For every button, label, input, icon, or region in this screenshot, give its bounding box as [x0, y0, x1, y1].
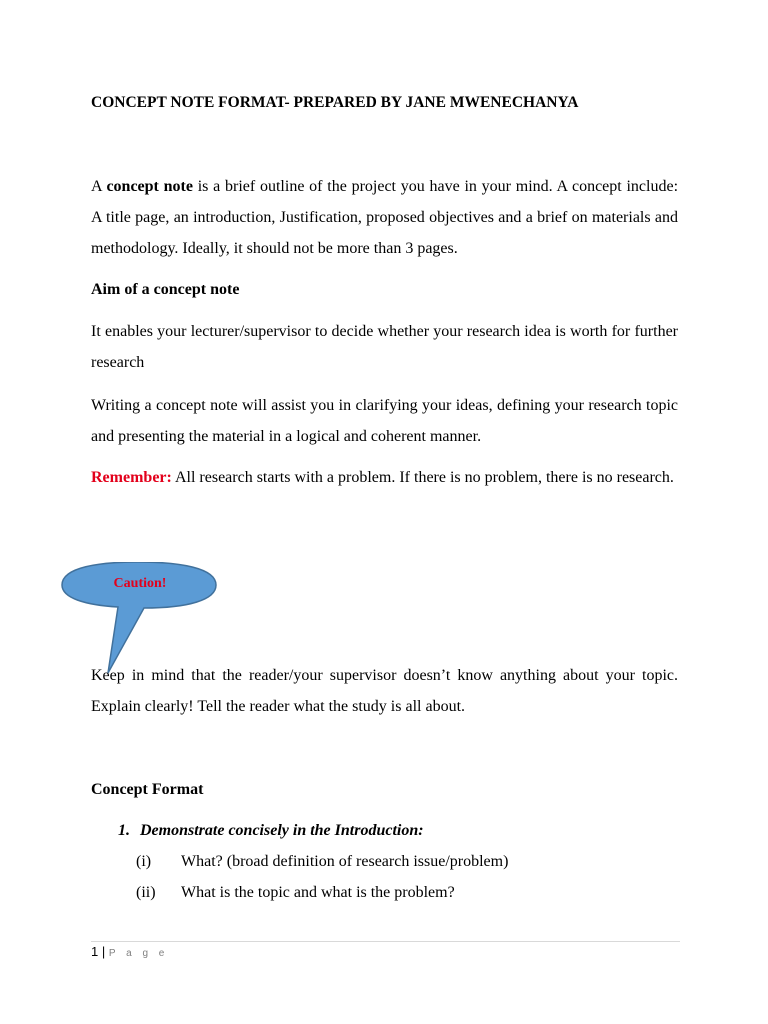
- sub-item-text: What is the topic and what is the problem?: [181, 884, 455, 901]
- sub-item-text: What? (broad definition of research issue/problem): [181, 853, 509, 870]
- intro-bold-term: concept note: [106, 178, 193, 195]
- aim-paragraph: It enables your lecturer/supervisor to decide whether your research idea is worth for further research: [91, 323, 678, 371]
- remember-label: Remember:: [91, 469, 172, 486]
- writing-paragraph: Writing a concept note will assist you in clarifying your ideas, defining your research topic and presenting the material in a logical and coherent manner.: [91, 397, 678, 445]
- caution-label: Caution!: [113, 576, 167, 591]
- numbered-item-text: Demonstrate concisely in the Introduction:: [140, 822, 424, 839]
- intro-paragraph: [91, 171, 678, 264]
- numbered-item-1: [118, 822, 424, 840]
- intro-text: is a brief outline of the project you have in your mind. A concept include: A title page, an introduction, Justification, proposed objectives and a brief on materials and methodology. Ideally, it should not be more than 3 pages.: [91, 178, 679, 257]
- footer-page-label: P a g e: [108, 948, 169, 959]
- numbered-item-number: 1.: [118, 822, 130, 839]
- caution-paragraph: Keep in mind that the reader/your supervisor doesn’t know anything about your topic. Explain clearly! Tell the reader what the study is all about.: [91, 667, 678, 715]
- sub-item-marker: (ii): [136, 884, 156, 901]
- concept-format-heading: Concept Format: [91, 781, 204, 798]
- remember-paragraph: [91, 462, 678, 493]
- remember-text: All research starts with a problem. If there is no problem, there is no research.: [171, 469, 674, 486]
- sub-item-marker: (i): [136, 853, 152, 870]
- intro-prefix: A: [91, 178, 107, 195]
- footer-divider: [91, 941, 680, 942]
- page-footer: [91, 944, 168, 959]
- footer-page-number: 1 |: [91, 944, 106, 959]
- aim-heading: Aim of a concept note: [91, 281, 240, 298]
- document-title: CONCEPT NOTE FORMAT- PREPARED BY JANE MWENECHANYA: [91, 94, 579, 111]
